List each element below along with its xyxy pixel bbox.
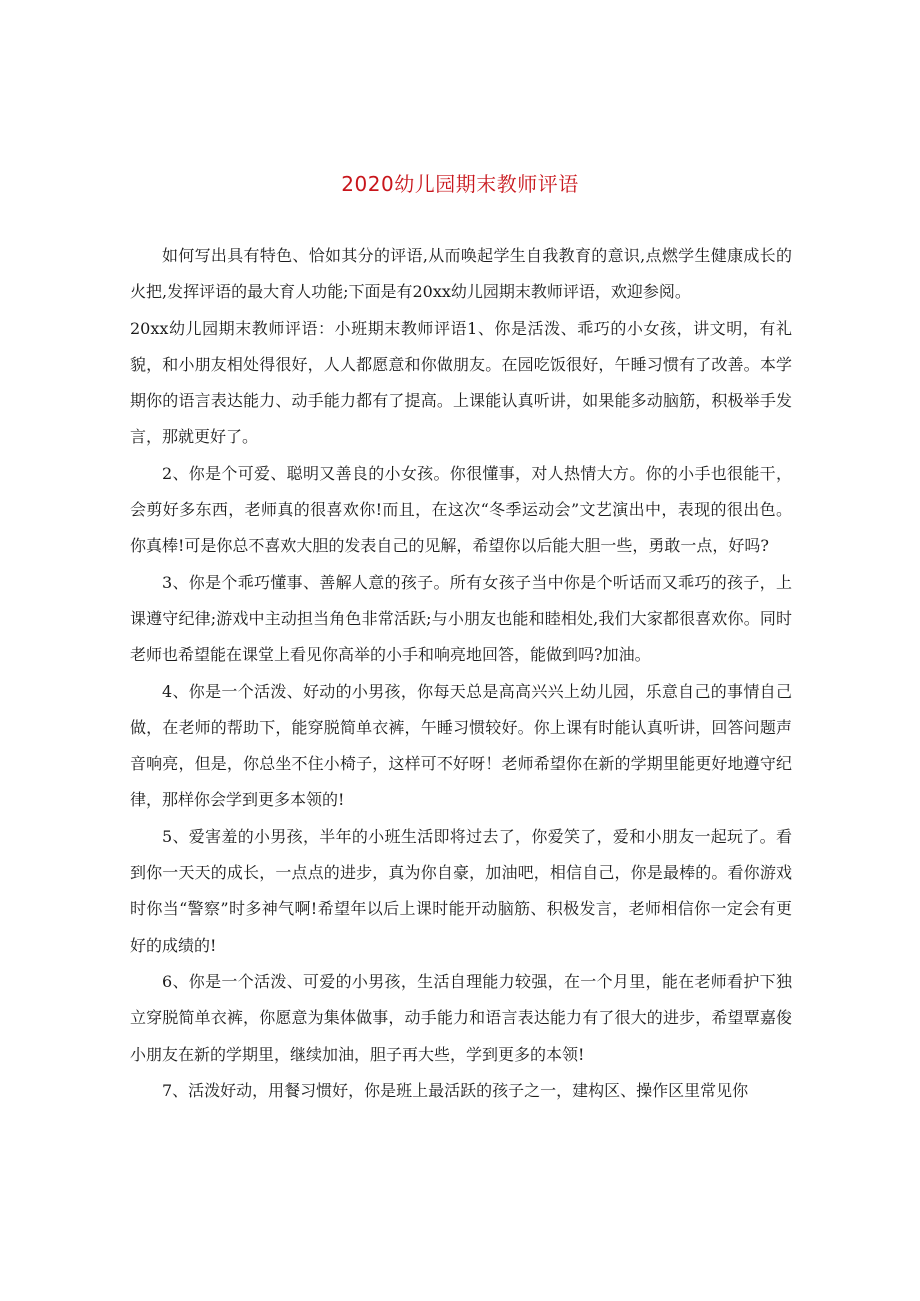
comment-paragraph-7: 7、活泼好动，用餐习惯好，你是班上最活跃的孩子之一，建构区、操作区里常见你: [162, 1080, 749, 1100]
comment-paragraph-5: 5、爱害羞的小男孩，半年的小班生活即将过去了，你爱笑了，爱和小朋友一起玩了。看到你一天天的成长，一点点的进步，真为你自豪，加油吧，相信自己，你是最棒的。看你游戏时你当“警察”时多神气啊!希望年以后上课时能开动脑筋、积极发言，老师相信你一定会有更好的成绩的!: [130, 826, 792, 955]
document-title: 2020幼儿园期末教师评语: [341, 172, 579, 196]
comment-paragraph-4: 4、你是一个活泼、好动的小男孩，你每天总是高高兴兴上幼儿园，乐意自己的事情自己做，在老师的帮助下，能穿脱简单衣裤，午睡习惯较好。你上课有时能认真听讲，回答问题声音响亮，但是，你总坐不住小椅子，这样可不好呀！老师希望你在新的学期里能更好地遵守纪律，那样你会学到更多本领的!: [130, 681, 792, 810]
comment-paragraph-2: 2、你是个可爱、聪明又善良的小女孩。你很懂事，对人热情大方。你的小手也很能干，会剪好多东西，老师真的很喜欢你!而且，在这次“冬季运动会”文艺演出中，表现的很出色。你真棒!可是你总不喜欢大胆的发表自己的见解，希望你以后能大胆一些，勇敢一点，好吗?: [130, 463, 792, 556]
intro-paragraph: 如何写出具有特色、恰如其分的评语,从而唤起学生自我教育的意识,点燃学生健康成长的火把,发挥评语的最大育人功能;下面是有20xx幼儿园期末教师评语，欢迎参阅。: [130, 246, 792, 302]
comment-paragraph-3: 3、你是个乖巧懂事、善解人意的孩子。所有女孩子当中你是个听话而又乖巧的孩子，上课遵守纪律;游戏中主动担当角色非常活跃;与小朋友也能和睦相处,我们大家都很喜欢你。同时老师也希望能在课堂上看见你高举的小手和响亮地回答，能做到吗?加油。: [130, 572, 792, 665]
document-body: [130, 238, 792, 1109]
comment-paragraph-1: 20xx幼儿园期末教师评语：小班期末教师评语1、你是活泼、乖巧的小女孩，讲文明，有礼貌，和小朋友相处得很好，人人都愿意和你做朋友。在园吃饭很好，午睡习惯有了改善。本学期你的语言表达能力、动手能力都有了提高。上课能认真听讲，如果能多动脑筋，积极举手发言，那就更好了。: [130, 318, 792, 447]
comment-paragraph-6: 6、你是一个活泼、可爱的小男孩，生活自理能力较强，在一个月里，能在老师看护下独立穿脱简单衣裤，你愿意为集体做事，动手能力和语言表达能力有了很大的进步，希望覃嘉俊小朋友在新的学期里，继续加油，胆子再大些，学到更多的本领!: [130, 971, 792, 1064]
